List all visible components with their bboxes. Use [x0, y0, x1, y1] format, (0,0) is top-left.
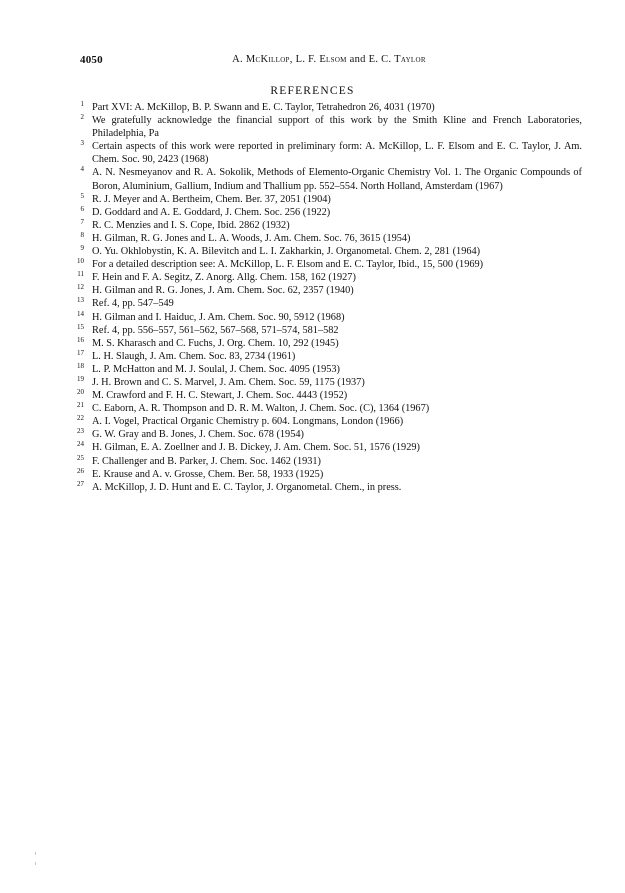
reference-number: 11: [77, 270, 84, 279]
reference-text: Ref. 4, pp. 547–549: [92, 298, 174, 310]
reference-number: 6: [80, 204, 84, 213]
reference-item: [70, 114, 582, 140]
running-head-part: A. M: [232, 54, 256, 65]
reference-number: 27: [77, 479, 84, 488]
reference-number: 20: [77, 388, 84, 397]
reference-number: 17: [77, 348, 84, 357]
reference-text: O. Yu. Okhlobystin, K. A. Bilevitch and L. I. Zakharkin, J. Organometal. Chem. 2, 281 (1964): [92, 246, 481, 258]
reference-number: 14: [77, 309, 84, 318]
reference-text: For a detailed description see: A. McKillop, L. F. Elsom and E. C. Taylor, Ibid., 15, 500 (1969): [92, 259, 484, 271]
reference-text: H. Gilman, R. G. Jones and L. A. Woods, J. Am. Chem. Soc. 76, 3615 (1954): [92, 232, 411, 244]
page-header: [80, 54, 578, 68]
reference-item: [70, 363, 582, 376]
reference-text: F. Challenger and B. Parker, J. Chem. Soc. 1462 (1931): [92, 455, 321, 467]
reference-item: [70, 219, 582, 232]
reference-item: [70, 101, 582, 114]
reference-number: 3: [80, 139, 84, 148]
reference-number: 23: [77, 427, 84, 436]
reference-item: [70, 441, 582, 454]
reference-text: L. P. McHatton and M. J. Soulal, J. Chem. Soc. 4095 (1953): [92, 363, 340, 375]
reference-item: [70, 350, 582, 363]
reference-number: 5: [80, 191, 84, 200]
reference-number: 4: [80, 165, 84, 174]
reference-item: [70, 311, 582, 324]
reference-number: 24: [77, 440, 84, 449]
reference-text: H. Gilman, E. A. Zoellner and J. B. Dickey, J. Am. Chem. Soc. 51, 1576 (1929): [92, 442, 420, 454]
reference-number: 21: [77, 401, 84, 410]
reference-text: R. J. Meyer and A. Bertheim, Chem. Ber. 37, 2051 (1904): [92, 193, 331, 205]
running-head-part: illop: [268, 54, 290, 65]
reference-text: H. Gilman and R. G. Jones, J. Am. Chem. Soc. 62, 2357 (1940): [92, 285, 354, 297]
page-number: 4050: [80, 54, 103, 66]
reference-text: D. Goddard and A. E. Goddard, J. Chem. Soc. 256 (1922): [92, 206, 331, 218]
reference-number: 25: [77, 453, 84, 462]
reference-item: [70, 232, 582, 245]
reference-text: Ref. 4, pp. 556–557, 561–562, 567–568, 571–574, 581–582: [92, 324, 339, 336]
reference-number: 2: [80, 113, 84, 122]
reference-number: 26: [77, 466, 84, 475]
reference-item: [70, 415, 582, 428]
reference-text: G. W. Gray and B. Jones, J. Chem. Soc. 678 (1954): [92, 429, 304, 441]
reference-item: [70, 455, 582, 468]
running-head-part: and E. C. T: [346, 54, 401, 65]
reference-text: J. H. Brown and C. S. Marvel, J. Am. Chem. Soc. 59, 1175 (1937): [92, 376, 365, 388]
running-head-part: K: [260, 54, 269, 65]
reference-list: [70, 101, 582, 494]
reference-number: 1: [80, 100, 84, 108]
reference-text: L. H. Slaugh, J. Am. Chem. Soc. 83, 2734 (1961): [92, 350, 296, 362]
reference-text: H. Gilman and I. Haiduc, J. Am. Chem. Soc. 90, 5912 (1968): [92, 311, 345, 323]
reference-text: Part XVI: A. McKillop, B. P. Swann and E. C. Taylor, Tetrahedron 26, 4031 (1970): [92, 102, 435, 113]
reference-text: A. N. Nesmeyanov and R. A. Sokolik, Methods of Elemento-Organic Chemistry Vol. 1. The Organic Compounds of Boron, Aluminium, Gallium, Indium and Thallium pp. 552–554. North Holland, Amsterdam (1967): [92, 167, 582, 192]
reference-item: [70, 376, 582, 389]
reference-number: 9: [80, 244, 84, 253]
reference-number: 18: [77, 361, 84, 370]
reference-item: [70, 284, 582, 297]
running-head-part: lsom: [326, 54, 347, 65]
reference-number: 10: [77, 257, 84, 266]
reference-text: M. Crawford and F. H. C. Stewart, J. Chem. Soc. 4443 (1952): [92, 390, 348, 402]
reference-text: A. McKillop, J. D. Hunt and E. C. Taylor, J. Organometal. Chem., in press.: [92, 481, 402, 493]
reference-text: C. Eaborn, A. R. Thompson and D. R. M. Walton, J. Chem. Soc. (C), 1364 (1967): [92, 403, 430, 415]
reference-item: [70, 402, 582, 415]
reference-number: 12: [77, 283, 84, 292]
reference-item: [70, 468, 582, 481]
reference-item: [70, 324, 582, 337]
running-head-part: , L. F. E: [289, 54, 327, 65]
reference-text: We gratefully acknowledge the financial support of this work by the Smith Kline and French Laboratories, Philadelphia, Pa: [92, 115, 582, 140]
reference-item: [70, 337, 582, 350]
reference-text: E. Krause and A. v. Grosse, Chem. Ber. 58, 1933 (1925): [92, 468, 324, 480]
reference-number: 13: [77, 296, 84, 305]
reference-item: [70, 245, 582, 258]
running-head-part: aylor: [400, 54, 426, 65]
reference-item: [70, 271, 582, 284]
reference-number: 7: [80, 217, 84, 226]
reference-item: [70, 428, 582, 441]
running-head-part: c: [255, 54, 261, 65]
reference-number: 8: [80, 230, 84, 239]
reference-item: [70, 140, 582, 166]
reference-text: M. S. Kharasch and C. Fuchs, J. Org. Chem. 10, 292 (1945): [92, 337, 339, 349]
reference-text: R. C. Menzies and I. S. Cope, Ibid. 2862 (1932): [92, 219, 290, 231]
reference-number: 19: [77, 374, 84, 383]
running-head: [80, 54, 578, 65]
scan-artifact: [35, 862, 36, 865]
references-heading: REFERENCES: [270, 85, 355, 97]
reference-text: A. I. Vogel, Practical Organic Chemistry p. 604. Longmans, London (1966): [92, 416, 404, 428]
reference-item: [70, 206, 582, 219]
reference-item: [70, 258, 582, 271]
reference-item: [70, 166, 582, 192]
reference-item: [70, 297, 582, 310]
reference-item: [70, 193, 582, 206]
scan-artifact: [35, 852, 36, 855]
reference-number: 22: [77, 414, 84, 423]
reference-text: F. Hein and F. A. Segitz, Z. Anorg. Allg. Chem. 158, 162 (1927): [92, 272, 356, 284]
reference-number: 15: [77, 322, 84, 331]
reference-text: Certain aspects of this work were reported in preliminary form: A. McKillop, L. F. Elsom and E. C. Taylor, J. Am. Chem. Soc. 90, 2423 (1968): [92, 141, 582, 166]
reference-number: 16: [77, 335, 84, 344]
reference-item: [70, 389, 582, 402]
reference-item: [70, 481, 582, 494]
